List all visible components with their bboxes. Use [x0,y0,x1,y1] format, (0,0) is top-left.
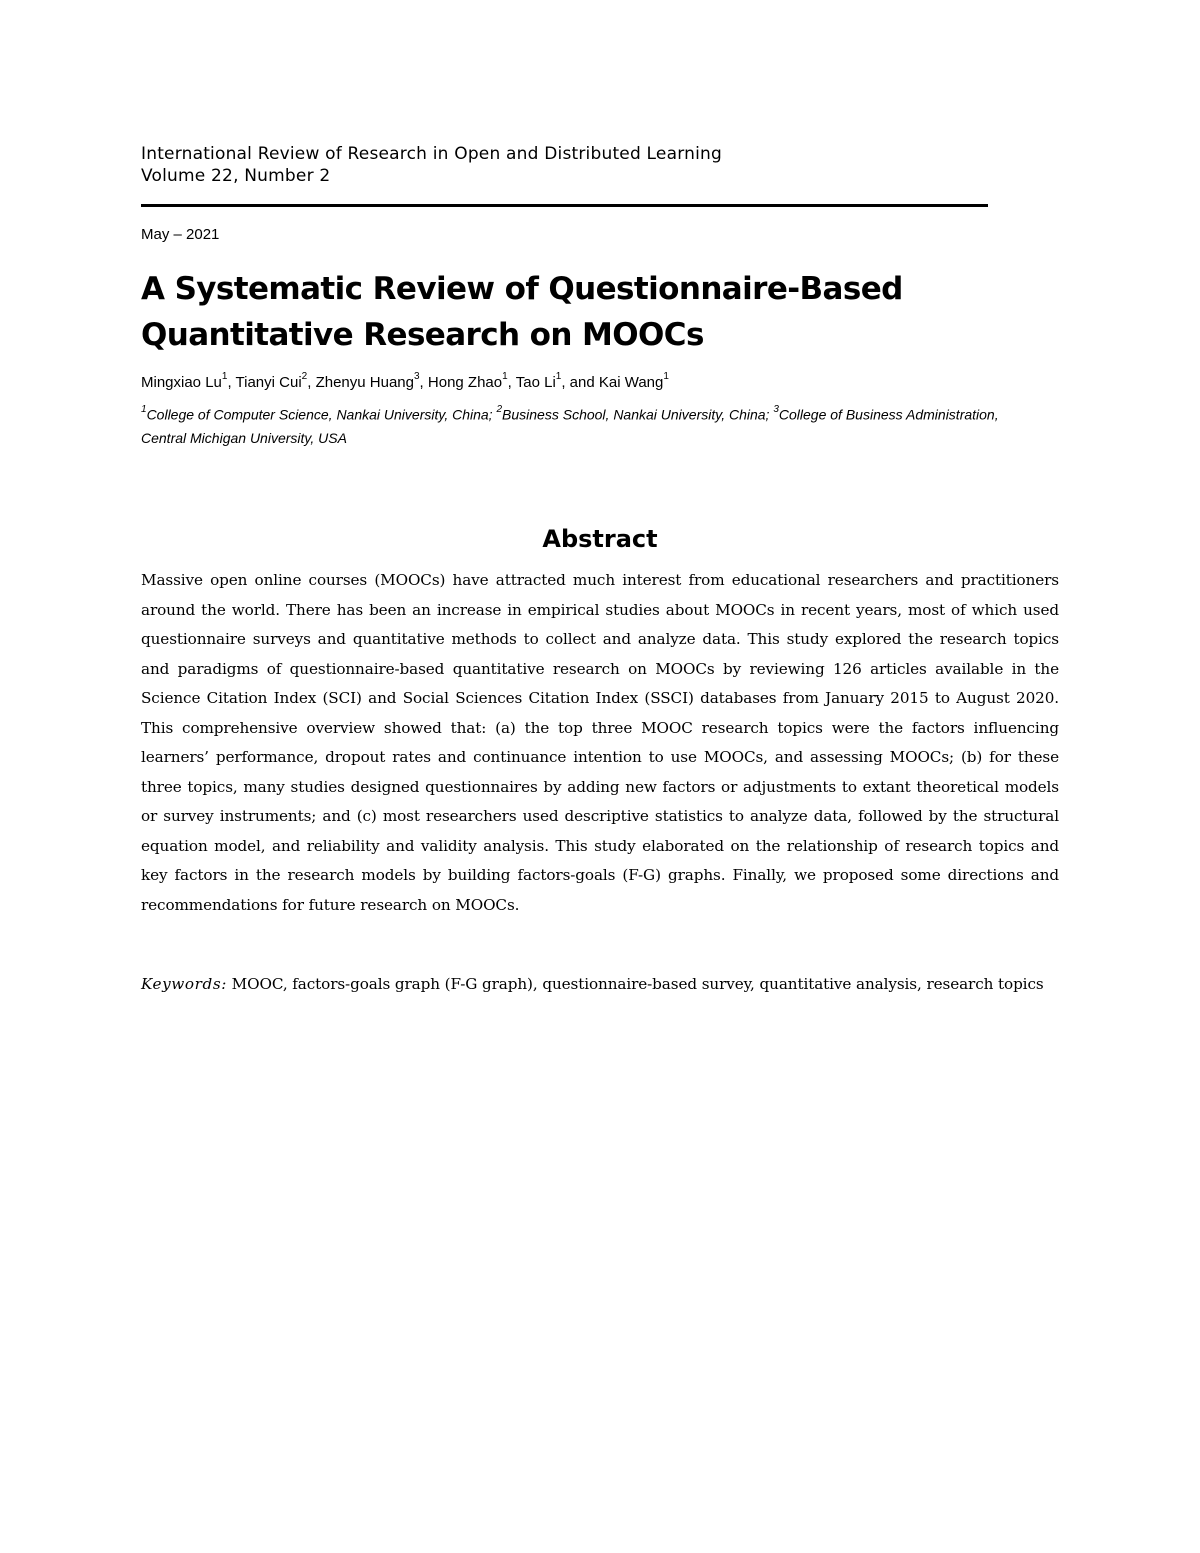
paper-title-line-2: Quantitative Research on MOOCs [141,317,704,353]
paper-title [141,266,1041,358]
author-name: Kai Wang [598,374,664,391]
author-name: Tao Li [515,374,556,391]
affiliations [141,400,1041,450]
affiliation-text: College of Business Administration, Central Michigan University, USA [141,406,999,446]
affiliation-text: Business School, Nankai University, China; [502,406,774,423]
author-affiliation-marker: 3 [413,371,420,382]
keywords-text: MOOC, factors-goals graph (F-G graph), questionnaire-based survey, quantitative analysis, research topics [226,975,1044,993]
author-list [141,368,669,394]
journal-header [141,143,722,187]
publication-date: May – 2021 [141,226,220,243]
author-separator: , [227,374,236,391]
author-separator: , [507,374,516,391]
paper-title-line-1: A Systematic Review of Questionnaire-Based [141,271,903,307]
abstract-body: Massive open online courses (MOOCs) have attracted much interest from educational researchers and practitioners around the world. There has been an increase in empirical studies about MOOCs in recent years, most of which used questionnaire surveys and quantitative methods to collect and analyze data. This study explored the research topics and paradigms of questionnaire-based quantitative research on MOOCs by reviewing 126 articles available in the Science Citation Index (SCI) and Social Sciences Citation Index (SSCI) databases from January 2015 to August 2020. This comprehensive overview showed that: (a) the top three MOOC research topics were the factors influencing learners’ performance, dropout rates and continuance intention to use MOOCs, and assessing MOOCs; (b) for these three topics, many studies designed questionnaires by adding new factors or adjustments to extant theoretical models or survey instruments; and (c) most researchers used descriptive statistics to analyze data, followed by the structural equation model, and reliability and validity analysis. This study elaborated on the relationship of research topics and key factors in the research models by building factors-goals (F-G) graphs. Finally, we proposed some directions and recommendations for future research on MOOCs. [141,571,1059,914]
keywords [141,970,1059,1000]
author-name: Hong Zhao [427,374,503,391]
author-affiliation-marker: 1 [221,371,228,382]
header-rule [141,204,988,207]
affiliation-text: College of Computer Science, Nankai University, China; [146,406,497,423]
journal-volume: Volume 22, Number 2 [141,166,331,186]
affiliation-marker: 3 [773,404,779,415]
author-separator: , [419,374,428,391]
author-affiliation-marker: 1 [502,371,508,382]
author-name: Tianyi Cui [235,374,302,391]
author-name: Mingxiao Lu [141,374,222,391]
author-separator: , and [561,374,599,391]
abstract-heading: Abstract [542,525,658,553]
author-name: Zhenyu Huang [315,374,414,391]
affiliation-marker: 2 [496,404,503,415]
author-separator: , [307,374,316,391]
journal-name: International Review of Research in Open and Distributed Learning [141,144,722,164]
author-affiliation-marker: 2 [301,371,308,382]
author-affiliation-marker: 1 [555,371,562,382]
author-affiliation-marker: 1 [663,371,669,382]
keywords-label: Keywords: [141,975,227,993]
affiliation-marker: 1 [141,404,147,415]
